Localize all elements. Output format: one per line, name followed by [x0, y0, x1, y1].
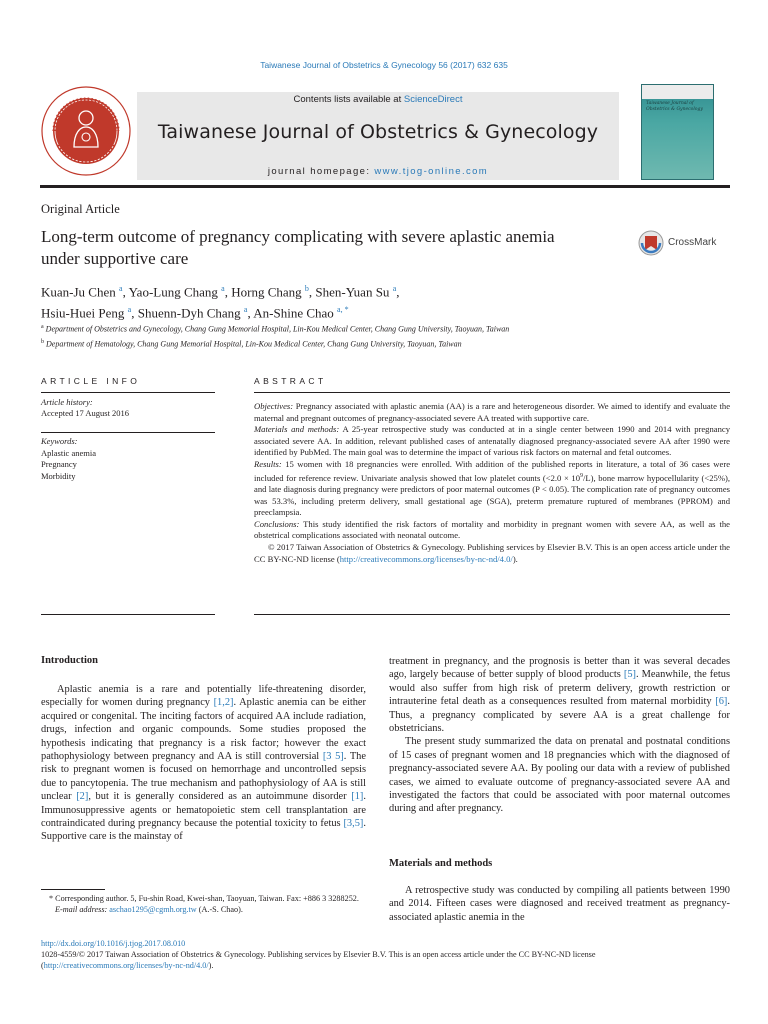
- homepage-link[interactable]: www.tjog-online.com: [374, 166, 489, 177]
- methods-paragraph: A retrospective study was conducted by compiling all patients between 1990 and 2014. Fifteen cases were diagnosed and received treatment as pregnancy-associated aplastic anemia in the: [389, 885, 730, 923]
- cover-title: Taiwanese Journal of Obstetrics & Gynecology: [646, 101, 703, 112]
- author-separator: ,: [131, 305, 138, 321]
- author-affiliation-mark[interactable]: b: [304, 284, 309, 293]
- keyword: Pregnancy: [41, 459, 77, 469]
- author-name: Shen-Yuan Su: [315, 284, 390, 300]
- author-list: [41, 280, 601, 323]
- article-title: Long-term outcome of pregnancy complicating with severe aplastic anemia under supportive care: [41, 227, 555, 268]
- author-name: Kuan-Ju Chen: [41, 284, 116, 300]
- article-history: Article history: Accepted 17 August 2016: [41, 397, 130, 418]
- affiliations: [41, 321, 721, 350]
- keyword: Aplastic anemia: [41, 447, 96, 458]
- author-name: An-Shine Chao: [253, 305, 334, 321]
- introduction-continued: treatment in pregnancy, and the prognosis is better than it was several decades ago, largely because of better supply of blood products [5]. Meanwhile, the fetus would also suffer from high risk of preterm delivery, growth restriction or intrauterine fetal death as a consequences resulted from maternal morbidity [6]. Thus, a pregnancy complicated by severe AA is a great challenge for obstetricians. The present study summarized the data on prenatal and postnatal conditions of 15 cases of pregnant women and 18 pregnancies which with the diagnosed of pregnancy-associated severe AA. By pooling our data with a review of published cases, we aimed to evaluate outcome of pregnancy-associated severe AA and investigated the factors that could be associated with poor maternal outcomes during and after pregnancy.: [389, 656, 731, 815]
- author-separator: ,: [224, 284, 232, 300]
- ref-link[interactable]: [1,2]: [213, 697, 234, 709]
- abstract-heading: ABSTRACT: [254, 376, 327, 386]
- journal-citation[interactable]: Taiwanese Journal of Obstetrics & Gynecology 56 (2017) 632 635: [260, 60, 508, 70]
- ref-link[interactable]: [3,5]: [343, 818, 364, 830]
- ref-link[interactable]: [5]: [623, 669, 636, 681]
- doi-link[interactable]: http://dx.doi.org/10.1016/j.tjog.2017.08.010: [41, 939, 186, 948]
- ref-link[interactable]: [3 5]: [322, 751, 344, 763]
- journal-cover-image[interactable]: [641, 84, 714, 180]
- author-name: Hsiu-Huei Peng: [41, 305, 125, 321]
- homepage-line: journal homepage: www.tjog-online.com: [267, 166, 489, 177]
- doi-and-license: http://dx.doi.org/10.1016/j.tjog.2017.08.010 1028-4559/© 2017 Taiwan Association of Obstetrics & Gynecology. Publishing services by Elsevier B.V. This is an open access article under the CC BY-NC-ND license (http://creativecommons.org/licenses/by-nc-nd/4.0/).: [41, 938, 731, 971]
- society-logo: [40, 85, 132, 177]
- author-separator: ,: [396, 284, 400, 300]
- author-separator: ,: [247, 305, 254, 321]
- crossmark-label: CrossMark: [668, 237, 717, 248]
- abstract-body: Objectives: Pregnancy associated with aplastic anemia (AA) is a rare and heterogeneous disorder. We aimed to identify and evaluate the maternal and pregnant outcomes of pregnancy-associated severe AA treated with supportive care. Materials and methods: A 25-year retrospective study was conducted at in a single center between 1990 and 2014 with pregnancy associated severe AA. In addition, relevant published cases of antenatally diagnosed pregnancy-associated severe AA after 1990 were identified by PubMed. The main goal was to determine the impact of various risk factors on maternal and fetal outcomes. Results: 15 women with 18 pregnancies were enrolled. With addition of the published reports in literature, a total of 36 cases were included for reference review. Univariate analysis showed that low platelet counts $(<2.0 \times 10^9/L)$, bone marrow hypocellularity (<25%), and late diagnosis during pregnancy were predictors of poor maternal outcomes (P < 0.05). The complication rate of pregnancy outcomes was 53.3%, including preterm delivery, small gestational age (SGA), preterm premature ruptured of membranes (PPROM) and preeclampsia. Conclusions: This study identified the risk factors of mortality and morbidity in pregnant women with severe AA, as well as the obstetrical complications associated with neonatal outcome. © 2017 Taiwan Association of Obstetrics & Gynecology. Publishing services by Elsevier B.V. This is an open access article under the CC BY-NC-ND license (http://creativecommons.org/licenses/by-nc-nd/4.0/).: [254, 401, 731, 564]
- ref-link[interactable]: [6]: [715, 696, 728, 708]
- author-name: Horng Chang: [231, 284, 302, 300]
- divider: [41, 432, 215, 433]
- author-affiliation-mark[interactable]: a: [243, 305, 248, 315]
- article-info-heading: ARTICLE INFO: [41, 376, 141, 386]
- sciencedirect-link[interactable]: ScienceDirect: [403, 94, 463, 105]
- keywords: Keywords: Aplastic anemia Pregnancy Morbidity: [41, 436, 215, 482]
- license-link-bottom[interactable]: http://creativecommons.org/licenses/by-nc-nd/4.0/: [43, 961, 209, 970]
- introduction-paragraph: Aplastic anemia is a rare and potentially life-threatening disorder, especially for women during pregnancy [1,2]. Aplastic anemia can be either acquired or congenital. The inciting factors of acquired AA include radiation, drugs, infection and organic compounds. Some studies proposed the hypothesis indicating that pregnancy is a risk factor; however the exact pathophysiology between pregnancy and AA is still controversial [3 5]. The risk to pregnant women is focused on hemorrhage and uncontrolled sepsis due to pancytopenia. The true mechanism and pathophysiology of AA is still unclear [2], but it is generally considered as an autoimmune disorder [1]. Immunosuppressive agents or hematopoietic stem cell transplantation are contraindicated during pregnancy because the potential toxicity to fetus [3,5]. Supportive care is the mainstay of: [41, 684, 366, 843]
- introduction-heading: Introduction: [41, 655, 98, 666]
- license-link[interactable]: http://creativecommons.org/licenses/by-nc-nd/4.0/: [339, 553, 513, 564]
- footnote-rule: [41, 889, 105, 890]
- author-affiliation-mark[interactable]: a: [127, 305, 132, 315]
- ref-link[interactable]: [1]: [351, 791, 364, 803]
- author-separator: ,: [122, 284, 129, 300]
- keyword: Morbidity: [41, 470, 76, 481]
- article-type: Original Article: [41, 202, 120, 216]
- author-affiliation-mark[interactable]: a: [221, 284, 225, 293]
- divider: [254, 614, 730, 615]
- author-name: Yao-Lung Chang: [128, 284, 218, 300]
- affiliation: $^a$ Department of Obstetrics and Gynecology, Chang Gung Memorial Hospital, Lin-Kou Medical Center, Chang Gung University, Taoyuan, Taiwan: [41, 324, 510, 334]
- affiliation: $^b$ Department of Hematology, Chang Gung Memorial Hospital, Lin-Kou Medical Center, Chang Gung University, Taoyuan, Taiwan: [41, 338, 462, 349]
- divider: [41, 392, 215, 393]
- crossmark-badge[interactable]: [638, 230, 728, 258]
- contents-line: Contents lists available at ScienceDirect: [293, 94, 463, 105]
- author-separator: ,: [308, 284, 316, 300]
- author-affiliation-mark[interactable]: a, *: [337, 305, 349, 315]
- ref-link[interactable]: [2]: [76, 791, 89, 803]
- methods-heading: Materials and methods: [389, 858, 493, 869]
- email-link[interactable]: aschao1295@cgmh.org.tw: [109, 905, 197, 914]
- divider: [41, 614, 215, 615]
- crossmark-icon: [638, 230, 664, 256]
- author-name: Shuenn-Dyh Chang: [137, 305, 241, 321]
- divider: [254, 392, 730, 393]
- header-rule: [40, 185, 730, 188]
- corresponding-author-footnote: * Corresponding author. 5, Fu-shin Road, Kwei-shan, Taoyuan, Taiwan. Fax: +886 3 3288252. E-mail address: aschao1295@cgmh.org.tw (A.-S. Chao).: [49, 894, 359, 914]
- journal-title: Taiwanese Journal of Obstetrics & Gynecology: [157, 121, 599, 143]
- author-affiliation-mark[interactable]: a: [119, 284, 123, 293]
- author-affiliation-mark[interactable]: a: [392, 284, 397, 293]
